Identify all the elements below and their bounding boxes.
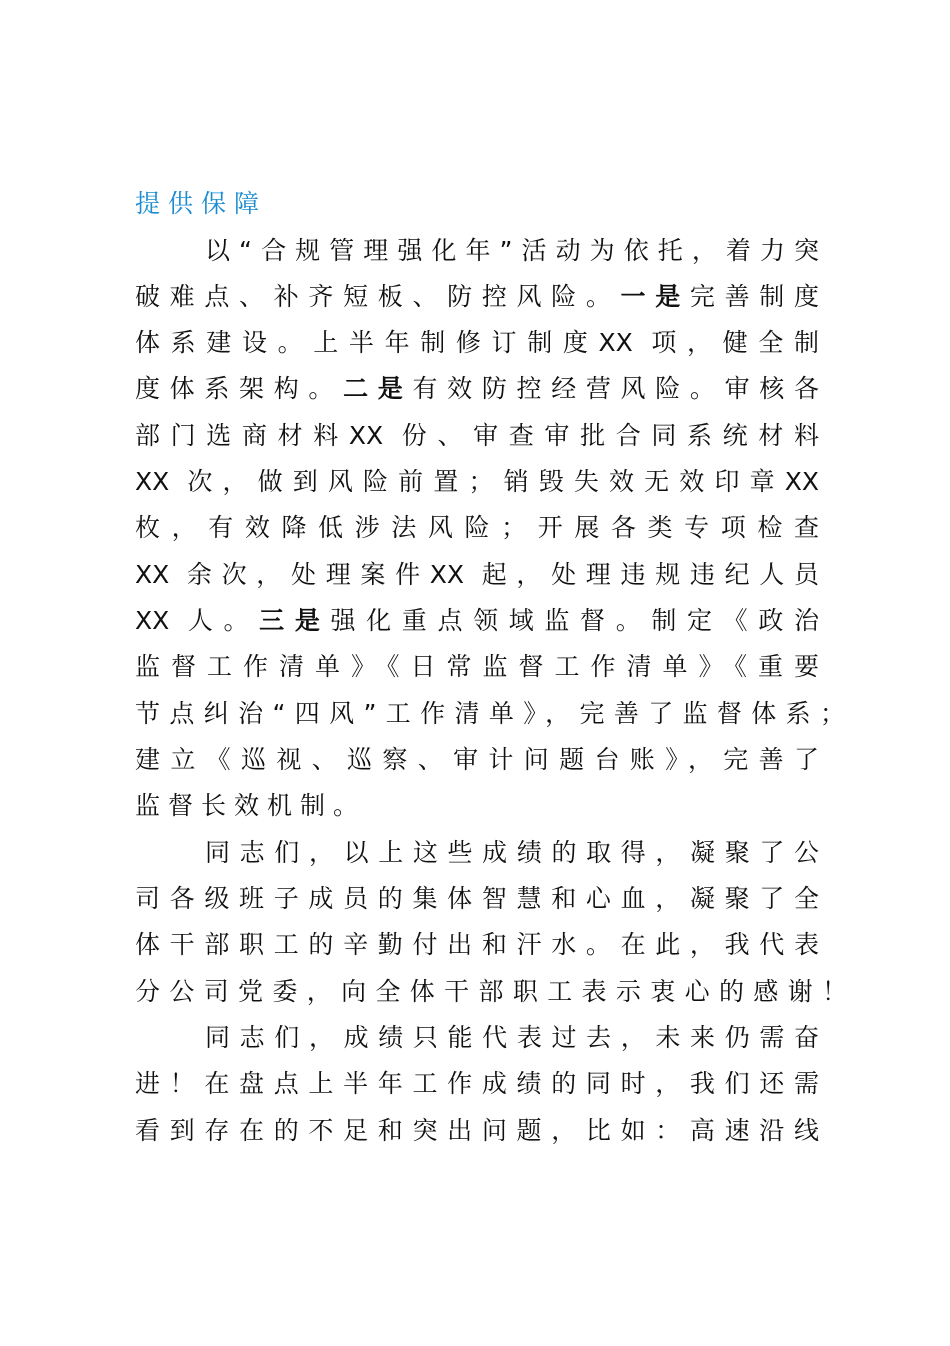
paragraph-line: 同志们，以上这些成绩的取得，凝聚了公 (205, 838, 819, 867)
paragraph-line: 监督工作清单》《日常监督工作清单》《重要 (135, 652, 819, 681)
paragraph-line: XX 余次，处理案件XX 起，处理违规违纪人员 (135, 560, 819, 589)
paragraph-line: 监督长效机制。 (135, 791, 367, 820)
paragraph-line: 分公司党委，向全体干部职工表示衷心的感谢！ (135, 977, 847, 1006)
paragraph-line: 看到存在的不足和突出问题，比如：高速沿线 (135, 1116, 819, 1145)
paragraph-line: 进！在盘点上半年工作成绩的同时，我们还需 (135, 1069, 819, 1098)
paragraph-line: 司各级班子成员的集体智慧和心血，凝聚了全 (135, 884, 819, 913)
bold-term: 二是 (343, 374, 413, 403)
paragraph-line: 破难点、补齐短板、防控风险。一是完善制度 (135, 282, 819, 311)
paragraph-line: 以“合规管理强化年”活动为依托，着力突 (205, 236, 819, 265)
bold-term: 三是 (259, 606, 331, 635)
paragraph-line: 枚，有效降低涉法风险；开展各类专项检查 (135, 513, 819, 542)
paragraph-line: 体系建设。上半年制修订制度XX 项，健全制 (135, 328, 819, 357)
paragraph-line: XX 人。三是强化重点领域监督。制定《政治 (135, 606, 819, 635)
paragraph-line: 部门选商材料XX 份、审查审批合同系统材料 (135, 421, 819, 450)
paragraph-line: 节点纠治“四风”工作清单》，完善了监督体系； (135, 699, 845, 728)
paragraph-line: 建立《巡视、巡察、审计问题台账》，完善了 (135, 745, 819, 774)
paragraph-line: 度体系架构。二是有效防控经营风险。审核各 (135, 374, 819, 403)
paragraph-line: 同志们，成绩只能代表过去，未来仍需奋 (205, 1023, 819, 1052)
bold-term: 一是 (620, 282, 690, 311)
section-heading: 提供保障 (135, 189, 268, 218)
paragraph-line: XX 次，做到风险前置；销毁失效无效印章XX (135, 467, 819, 496)
paragraph-line: 体干部职工的辛勤付出和汗水。在此，我代表 (135, 930, 819, 959)
